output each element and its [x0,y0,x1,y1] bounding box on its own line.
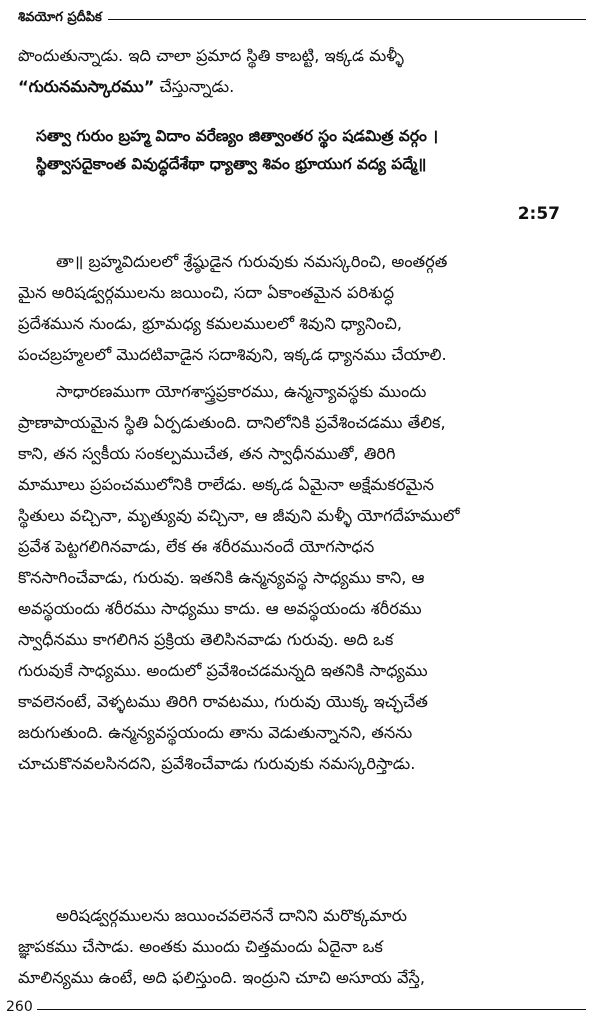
footer-rule [34,1009,586,1010]
text-line: కొనసాగించేవాడు, గురువు. ఇతనికి ఉన్మన్యవస్థ సాధ్యము కాని, ఆ [18,568,425,587]
sanskrit-verse [36,122,588,178]
book-title: శివయోగ ప్రదీపిక [18,8,108,28]
verse-number: 2:57 [517,204,560,224]
text-line: మాలిన్యము ఉంటే, అది ఫలిస్తుంది. ఇంద్రుని చూచి అసూయ వేస్తే, [18,968,426,987]
text-line: చూచుకొనవలసినదని, ప్రవేశించేవాడు గురువుకు నమస్కరిస్తాడు. [18,754,416,773]
text-line: జరుగుతుంది. ఉన్మన్యవస్థయందు తాను వెడుతున్నానని, తనను [18,723,413,742]
page-footer [0,996,600,1020]
text-fragment: చేస్తున్నాడు. [154,77,235,96]
quoted-term: “గురునమస్కారము” [18,77,155,96]
text-line: స్థితులు వచ్చినా, మృత్యువు వచ్చినా, ఆ జీవుని మళ్ళీ యోగదేహములో [18,506,460,525]
text-line: ప్రాణాపాయమైన స్థితి ఏర్పడుతుంది. దానిలోనికి ప్రవేశించడము తేలిక, [18,413,446,432]
text-line: మామూలు ప్రపంచములోనికి రాలేడు. అక్కడ ఏమైనా అక్షేమకరమైన [18,475,434,494]
text-line: పొందుతున్నాడు. ఇది చాలా ప్రమాద స్థితి కాబట్టి, ఇక్కడ మళ్ళీ [18,46,404,65]
text-line: కావలెనంటే, వెళ్ళటము తిరిగి రావటము, గురువు యొక్క ఇచ్ఛచేత [18,692,428,711]
paragraph-explanation [18,376,586,779]
running-header [18,8,586,28]
text-line: ప్రవేశ పెట్టగలిగినవాడు, లేక ఈ శరీరమునందే యోగసాధన [18,537,375,556]
page-number: 260 [6,996,37,1018]
text-line: తా॥ బ్రహ్మవిదులలో శ్రేష్ఠుడైన గురువుకు నమస్కరించి, అంతర్గత [56,252,448,271]
text-line: అవస్థయందు శరీరము సాధ్యము కాదు. ఆ అవస్థయందు శరీరము [18,599,422,618]
text-line: స్వాధీనము కాగలిగిన ప్రక్రియ తెలిసినవాడు గురువు. అది ఒక [18,630,394,649]
paragraph-meaning [18,246,586,370]
paragraph-continuation [18,900,586,993]
verse-line: స్థిత్వాసదైకాంత వివుద్ధదేశేథా ధ్యాత్వా శివం భ్రూయుగ వద్య పద్మే॥ [36,155,427,173]
paragraph-intro [18,40,586,102]
text-line: అరిషడ్వర్గములను జయించవలెననే దానిని మరొక్కమారు [56,906,407,925]
text-line: సాధారణముగా యోగశాస్త్రప్రకారము, ఉన్మన్యావస్థకు ముందు [56,382,427,401]
text-line: పంచబ్రహ్మలలో మొదటివాడైన సదాశివుని, ఇక్కడ ధ్యానము చేయాలి. [18,345,447,364]
text-line: ప్రదేశమున నుండు, భ్రూమధ్య కమలములలో శివుని ధ్యానించి, [18,314,403,333]
text-line: గురువుకే సాధ్యము. అందులో ప్రవేశించడమన్నది ఇతనికి సాధ్యము [18,661,428,680]
verse-line: సత్వా గురుం బ్రహ్మ విదాం వరేణ్యం జిత్వాంతర స్థం షడమిత్ర వర్గం । [36,127,439,145]
text-line: మైన అరిషడ్వర్గములను జయించి, సదా ఏకాంతమైన పరిశుద్ధ [18,283,395,302]
text-line: కాని, తన స్వకీయ సంకల్పముచేత, తన స్వాధీనముతో, తిరిగి [18,444,396,463]
text-line [18,71,586,102]
text-line: జ్ఞాపకము చేసాడు. అంతకు ముందు చిత్తమందు ఏదైనా ఒక [18,937,383,956]
